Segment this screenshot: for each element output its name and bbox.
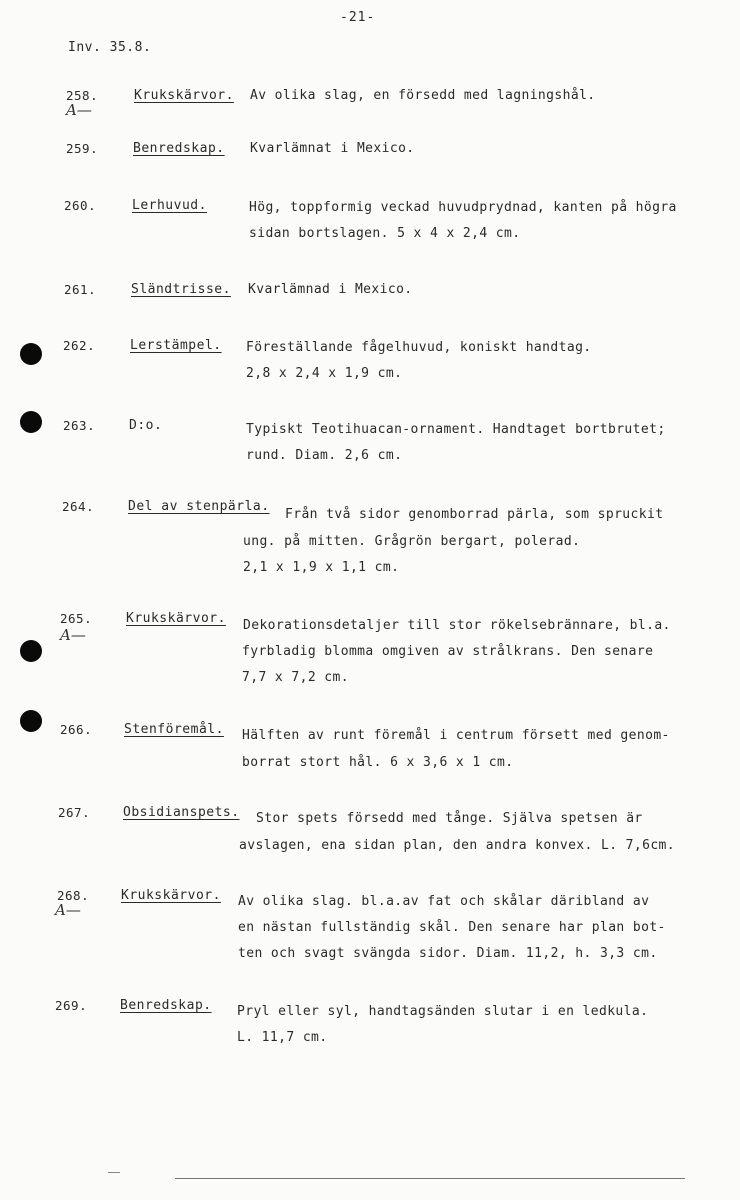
entry-number: 264. bbox=[62, 499, 95, 514]
entry-number: 265. bbox=[60, 611, 93, 626]
entry-number: 261. bbox=[64, 282, 97, 297]
entry-category: Lerhuvud. bbox=[132, 198, 207, 213]
entry-description-line: Kvarlämnat i Mexico. bbox=[250, 141, 415, 156]
punch-hole bbox=[20, 640, 42, 662]
entry-category: Krukskärvor. bbox=[134, 88, 234, 103]
entry-description-line: sidan bortslagen. 5 x 4 x 2,4 cm. bbox=[249, 226, 521, 241]
entry-description-line: Av olika slag. bl.a.av fat och skålar däribland av bbox=[238, 894, 650, 909]
entry-number: 266. bbox=[60, 722, 93, 737]
entry-description-line: Typiskt Teotihuacan-ornament. Handtaget bortbrutet; bbox=[246, 422, 666, 437]
entry-description-line: Hög, toppformig veckad huvudprydnad, kanten på högra bbox=[249, 200, 677, 215]
entry-number: 258. bbox=[66, 88, 99, 103]
entry-category: Krukskärvor. bbox=[126, 611, 226, 626]
entry-category: Benredskap. bbox=[133, 141, 225, 156]
entry-category: Stenföremål. bbox=[124, 722, 224, 737]
entry-description-line: 2,8 x 2,4 x 1,9 cm. bbox=[246, 366, 403, 381]
entry-category: Obsidianspets. bbox=[123, 805, 240, 820]
entry-description-line: fyrbladig blomma omgiven av strålkrans. Den senare bbox=[242, 644, 654, 659]
entry-category: Benredskap. bbox=[120, 998, 212, 1013]
handwritten-mark: A— bbox=[55, 901, 81, 919]
entry-number: 267. bbox=[58, 805, 91, 820]
entry-category: Sländtrisse. bbox=[131, 282, 231, 297]
entry-description-line: rund. Diam. 2,6 cm. bbox=[246, 448, 403, 463]
page-number: -21- bbox=[340, 10, 376, 25]
entry-description-line: avslagen, ena sidan plan, den andra konvex. L. 7,6cm. bbox=[239, 838, 676, 853]
entry-number: 259. bbox=[66, 141, 99, 156]
entry-description-line: L. 11,7 cm. bbox=[237, 1030, 328, 1045]
entry-description-line: Av olika slag, en försedd med lagningshål. bbox=[250, 88, 596, 103]
entry-number: 268. bbox=[57, 888, 90, 903]
entry-description-line: Föreställande fågelhuvud, koniskt handtag. bbox=[246, 340, 592, 355]
entry-category: Krukskärvor. bbox=[121, 888, 221, 903]
entry-description-line: Stor spets försedd med tånge. Själva spetsen är bbox=[256, 811, 643, 826]
entry-category: Del av stenpärla. bbox=[128, 499, 270, 514]
footer-dash bbox=[108, 1172, 120, 1173]
entry-description-line: Hälften av runt föremål i centrum försett med genom- bbox=[242, 728, 670, 743]
entry-description-line: borrat stort hål. 6 x 3,6 x 1 cm. bbox=[242, 755, 514, 770]
footer-rule bbox=[175, 1178, 685, 1179]
handwritten-mark: A— bbox=[66, 101, 92, 119]
entry-number: 260. bbox=[64, 198, 97, 213]
entry-category: Lerstämpel. bbox=[130, 338, 222, 353]
handwritten-mark: A— bbox=[60, 626, 86, 644]
entry-description-line: Dekorationsdetaljer till stor rökelsebrännare, bl.a. bbox=[243, 618, 671, 633]
entry-number: 262. bbox=[63, 338, 96, 353]
punch-hole bbox=[20, 343, 42, 365]
entry-description-line: ung. på mitten. Grågrön bergart, polerad. bbox=[243, 534, 581, 549]
entry-description-line: 7,7 x 7,2 cm. bbox=[242, 670, 349, 685]
entry-description-line: ten och svagt svängda sidor. Diam. 11,2, h. 3,3 cm. bbox=[238, 946, 658, 961]
punch-hole bbox=[20, 710, 42, 732]
entry-number: 269. bbox=[55, 998, 88, 1013]
entry-description-line: 2,1 x 1,9 x 1,1 cm. bbox=[243, 560, 400, 575]
entry-description-line: Pryl eller syl, handtagsänden slutar i en ledkula. bbox=[237, 1004, 649, 1019]
inventory-reference: Inv. 35.8. bbox=[68, 40, 152, 55]
entry-number: 263. bbox=[63, 418, 96, 433]
entry-description-line: Kvarlämnad i Mexico. bbox=[248, 282, 413, 297]
entry-category: D:o. bbox=[129, 418, 163, 433]
punch-hole bbox=[20, 411, 42, 433]
entry-description-line: Från två sidor genomborrad pärla, som spruckit bbox=[285, 507, 664, 522]
entry-description-line: en nästan fullständig skål. Den senare har plan bot- bbox=[238, 920, 666, 935]
